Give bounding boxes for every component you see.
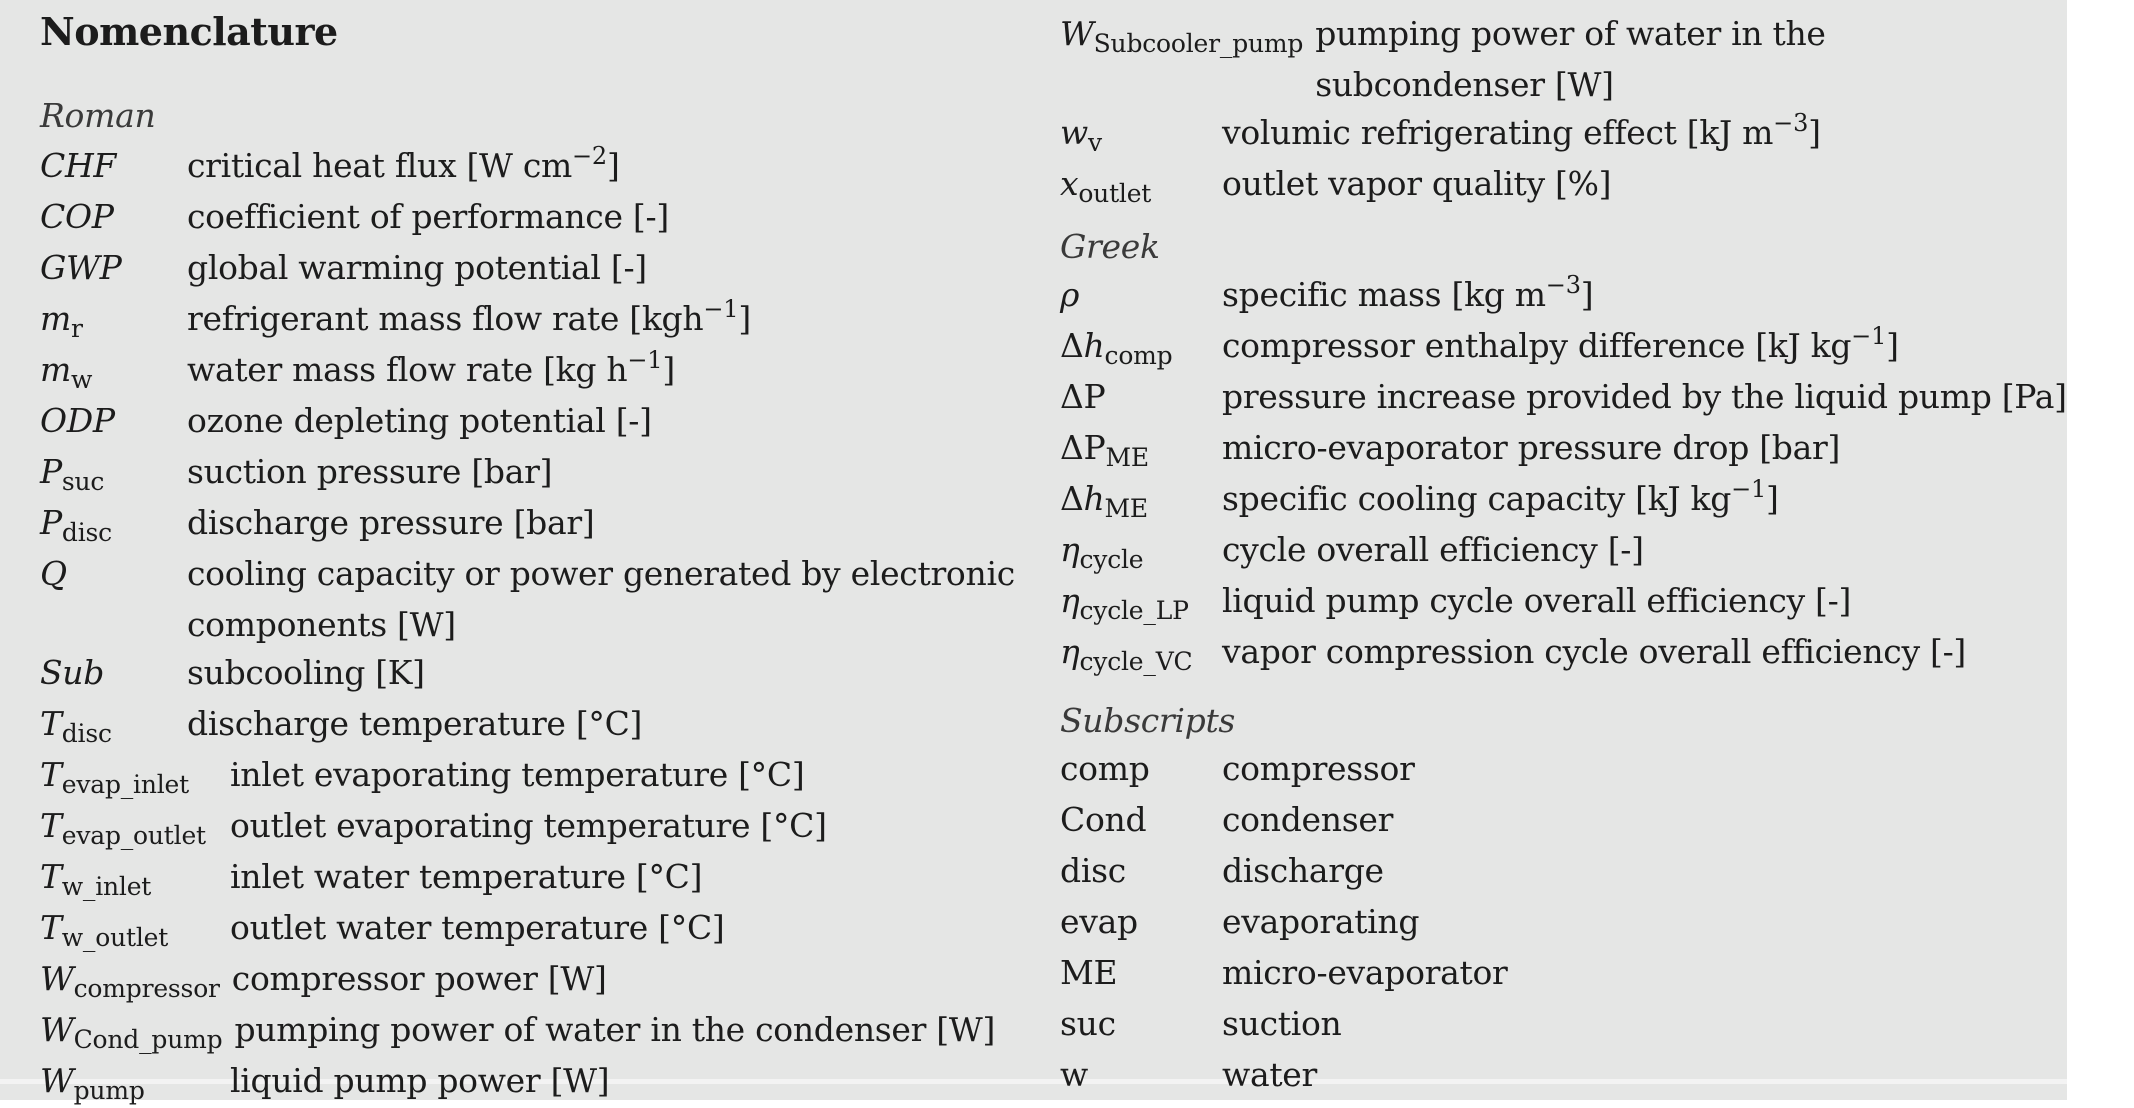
nomenclature-entry: [40, 499, 1020, 550]
symbol: $m_r$: [40, 299, 83, 343]
definition: pumping power of water in the condenser [W]: [234, 1010, 996, 1049]
symbol: $W_{pump}$: [40, 1061, 145, 1105]
definition: evaporating: [1222, 902, 1420, 941]
nomenclature-entry: [1060, 898, 2047, 949]
definition: condenser: [1222, 800, 1394, 839]
nomenclature-entry: [1060, 1051, 2047, 1102]
nomenclature-entry: [40, 904, 1020, 955]
definition: outlet evaporating temperature [°C]: [230, 806, 827, 845]
symbol: ME: [1060, 953, 1118, 992]
nomenclature-entry: [40, 346, 1020, 397]
page-title: Nomenclature: [40, 9, 338, 54]
nomenclature-entry: [1060, 109, 2047, 160]
symbol: $\eta_{cycle}$: [1060, 530, 1144, 574]
subsection-label-greek: Greek: [1060, 227, 1160, 266]
nomenclature-entry: [1060, 322, 2047, 373]
symbol: suc: [1060, 1004, 1116, 1043]
symbol: ODP: [40, 401, 115, 440]
subsection-label-subscripts: Subscripts: [1060, 701, 1236, 740]
symbol: $T_{evap\_outlet}$: [40, 806, 206, 850]
symbol: $P_{suc}$: [40, 452, 105, 496]
definition: cycle overall efficiency [-]: [1222, 530, 1644, 569]
definition: discharge pressure [bar]: [187, 503, 595, 542]
right-column: [1060, 0, 2067, 1102]
symbol: Q: [40, 554, 67, 593]
left-column: [40, 0, 1020, 1108]
symbol: Cond: [1060, 800, 1147, 839]
symbol: $\Delta P_{ME}$: [1060, 428, 1149, 472]
definition: volumic refrigerating effect [kJ $m^{-3}$]: [1222, 109, 1821, 152]
definition: liquid pump power [W]: [230, 1061, 610, 1100]
definition: subcooling [K]: [187, 653, 425, 692]
definition: discharge: [1222, 851, 1384, 890]
definition: discharge temperature [°C]: [187, 704, 643, 743]
nomenclature-entry: [1060, 628, 2047, 679]
nomenclature-entry: [40, 649, 1020, 700]
definition: pressure increase provided by the liquid pump [Pa]: [1222, 377, 2067, 416]
nomenclature-entry: [1060, 373, 2067, 424]
symbol: $W_{compressor}$: [40, 959, 220, 1003]
nomenclature-entry: [1060, 1000, 2047, 1051]
definition: compressor: [1222, 749, 1415, 788]
nomenclature-entry: [1060, 847, 2047, 898]
definition: inlet water temperature [°C]: [230, 857, 703, 896]
definition: suction: [1222, 1004, 1342, 1043]
nomenclature-entry: [1060, 577, 2047, 628]
definition: liquid pump cycle overall efficiency [-]: [1222, 581, 1852, 620]
nomenclature-entry: [40, 142, 1020, 193]
definition: compressor enthalpy difference [kJ $kg^{-1}$]: [1222, 322, 1899, 365]
subsection-label-roman: Roman: [40, 96, 156, 135]
definition: outlet vapor quality [%]: [1222, 164, 1612, 203]
symbol: $x_{outlet}$: [1060, 164, 1152, 208]
definition: inlet evaporating temperature [°C]: [230, 755, 805, 794]
nomenclature-entry: [1060, 745, 2047, 796]
nomenclature-entry: [1060, 160, 2047, 211]
nomenclature-entry: [1060, 424, 2047, 475]
definition: critical heat flux [W $cm^{-2}$]: [187, 142, 620, 185]
symbol: $\eta_{cycle\_LP}$: [1060, 581, 1189, 625]
nomenclature-entry: [40, 802, 1020, 853]
definition: specific cooling capacity [kJ $kg^{-1}$]: [1222, 475, 1779, 518]
nomenclature-entry: [1060, 949, 2047, 1000]
definition: global warming potential [-]: [187, 248, 647, 287]
definition: outlet water temperature [°C]: [230, 908, 725, 947]
nomenclature-entry: [1060, 475, 2047, 526]
definition: suction pressure [bar]: [187, 452, 553, 491]
symbol: $T_{disc}$: [40, 704, 112, 748]
definition: coefficient of performance [-]: [187, 197, 669, 236]
definition: refrigerant mass flow rate [kgh$^{-1}$]: [187, 295, 751, 338]
definition: vapor compression cycle overall efficiency [-]: [1222, 632, 1966, 671]
symbol: comp: [1060, 749, 1150, 788]
definition: ozone depleting potential [-]: [187, 401, 652, 440]
symbol: $m_w$: [40, 350, 93, 394]
definition: micro-evaporator pressure drop [bar]: [1222, 428, 1841, 467]
nomenclature-entry: [1060, 526, 2047, 577]
symbol: $W_{Subcooler\_pump}$: [1060, 14, 1304, 58]
definition: water: [1222, 1055, 1317, 1094]
definition: specific mass [kg $m^{-3}$]: [1222, 271, 1594, 314]
nomenclature-entry: [40, 244, 1020, 295]
nomenclature-entry: [1060, 796, 2047, 847]
symbol: GWP: [40, 248, 122, 287]
nomenclature-entry: [1060, 10, 2047, 109]
symbol: disc: [1060, 851, 1126, 890]
nomenclature-entry: [40, 1006, 1020, 1057]
nomenclature-entry: [40, 955, 1020, 1006]
definition: micro-evaporator: [1222, 953, 1508, 992]
symbol: $w_v$: [1060, 113, 1102, 157]
symbol: COP: [40, 197, 114, 236]
symbol: $\eta_{cycle\_VC}$: [1060, 632, 1193, 676]
symbol: ρ: [1060, 275, 1080, 314]
symbol: evap: [1060, 902, 1138, 941]
symbol: CHF: [40, 146, 117, 185]
symbol: $W_{Cond\_pump}$: [40, 1010, 223, 1054]
definition: cooling capacity or power generated by electronic components [W]: [187, 554, 1015, 644]
symbol: $\Delta h_{comp}$: [1060, 326, 1173, 370]
definition: water mass flow rate [kg $h^{-1}$]: [187, 346, 675, 389]
nomenclature-entry: [40, 295, 1020, 346]
nomenclature-entry: [40, 1057, 1020, 1108]
nomenclature-entry: [40, 700, 1020, 751]
symbol: $T_{w\_inlet}$: [40, 857, 152, 901]
nomenclature-entry: [40, 448, 1020, 499]
nomenclature-entry: [40, 397, 1020, 448]
symbol: $\Delta h_{ME}$: [1060, 479, 1148, 523]
nomenclature-entry: [40, 751, 1020, 802]
definition: compressor power [W]: [231, 959, 607, 998]
symbol: w: [1060, 1055, 1088, 1094]
symbol: Sub: [40, 653, 105, 692]
symbol: $T_{w\_outlet}$: [40, 908, 169, 952]
nomenclature-entry: [1060, 271, 2047, 322]
nomenclature-entry: [40, 193, 1020, 244]
symbol: $P_{disc}$: [40, 503, 112, 547]
nomenclature-entry: [40, 853, 1020, 904]
nomenclature-entry: [40, 550, 1020, 649]
definition: pumping power of water in the subcondenser [W]: [1315, 14, 1826, 104]
symbol: ΔP: [1060, 377, 1106, 416]
symbol: $T_{evap\_inlet}$: [40, 755, 189, 799]
